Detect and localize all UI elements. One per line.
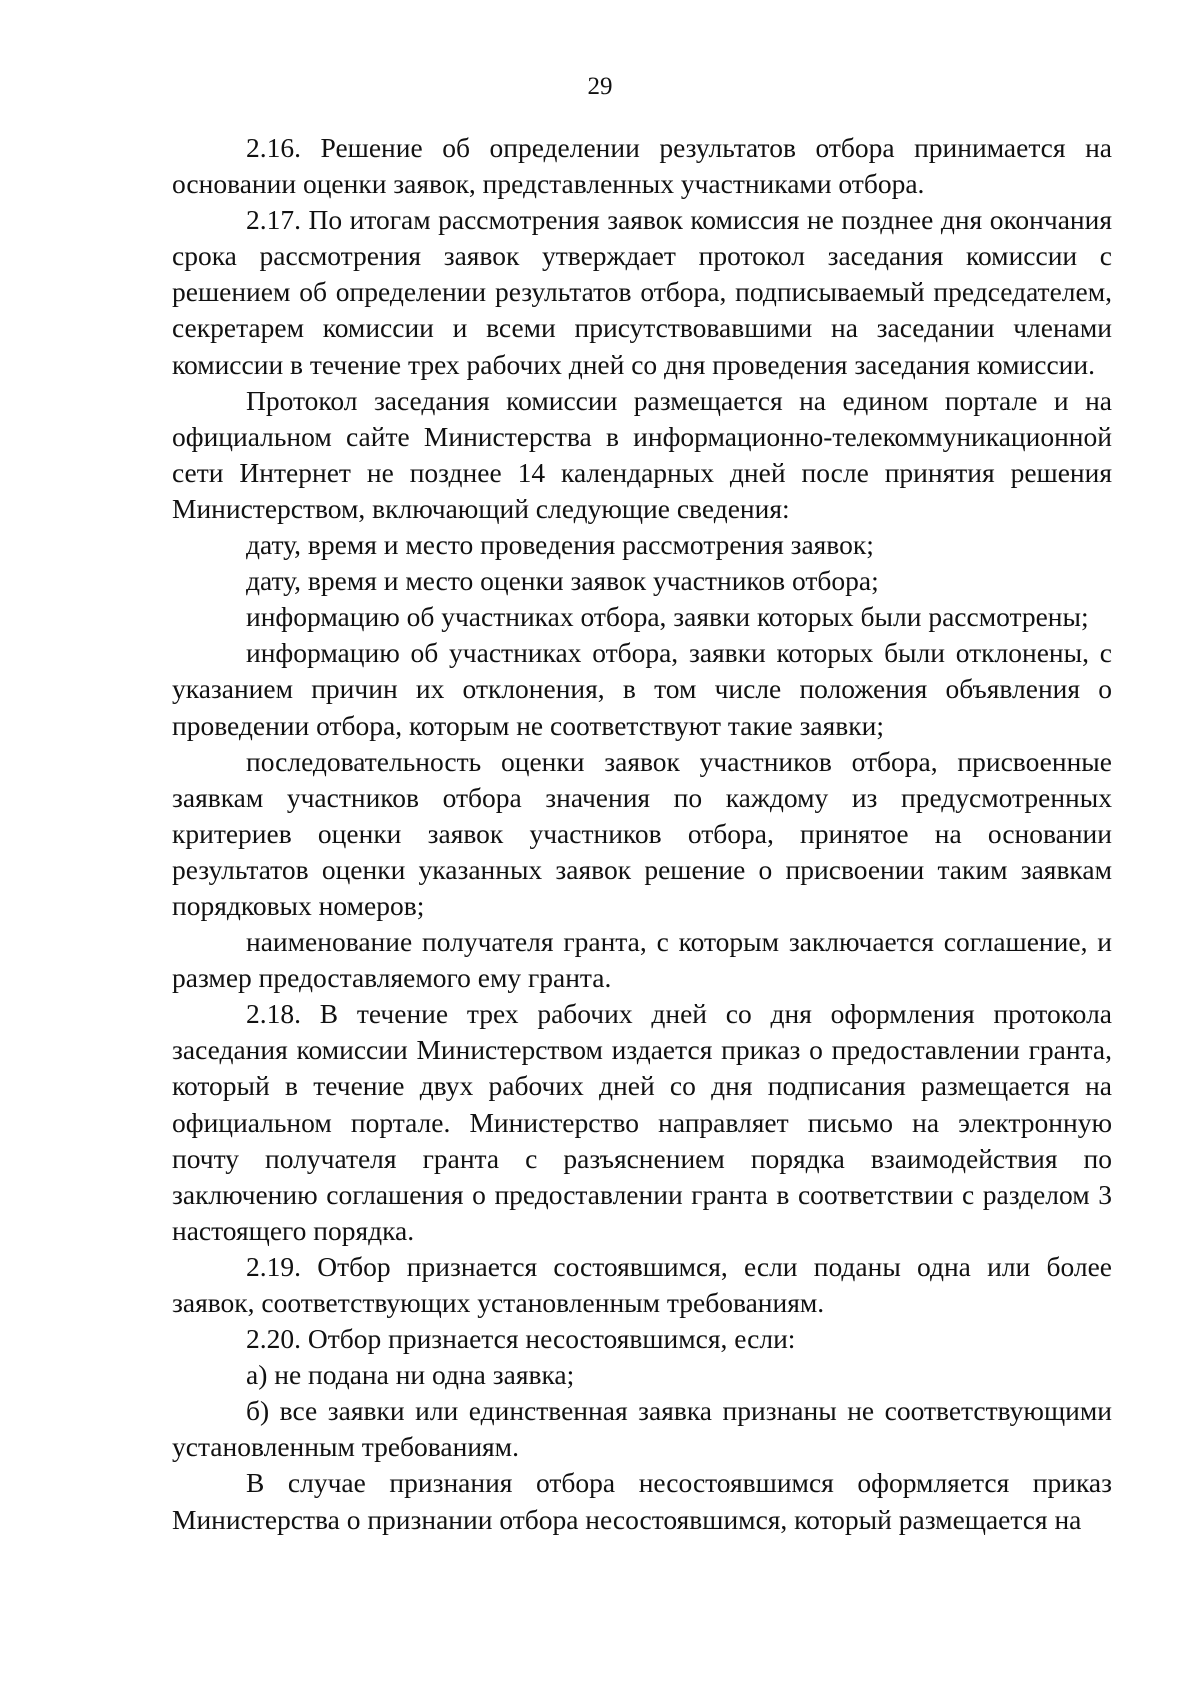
paragraph-2-18: 2.18. В течение трех рабочих дней со дня оформления протокола заседания комиссии Министерством издается приказ о предоставлении гранта, который в течение двух рабочих дней со дня подписания размещается на официальном портале. Министерство направляет письмо на электронную почту получателя гранта с разъяснением порядка взаимодействия по заключению соглашения о предоставлении гранта в соответствии с разделом 3 настоящего порядка. bbox=[172, 998, 1112, 1246]
page-number: 29 bbox=[587, 73, 613, 100]
document-body bbox=[172, 130, 1112, 1538]
list-item-b: б) все заявки или единственная заявка признаны не соответствующими установленным требованиям. bbox=[172, 1395, 1112, 1463]
paragraph-2-19: 2.19. Отбор признается состоявшимся, если поданы одна или более заявок, соответствующих установленным требованиям. bbox=[172, 1250, 1112, 1318]
list-item-grant-recipient: наименование получателя гранта, с которым заключается соглашение, и размер предоставляемого ему гранта. bbox=[172, 926, 1112, 994]
paragraph-protocol: Протокол заседания комиссии размещается на едином портале и на официальном сайте Министерства в информационно-телекоммуникационной сети Интернет не позднее 14 календарных дней после принятия решения Министерством, включающий следующие сведения: bbox=[172, 384, 1112, 524]
list-item-evaluation-order: последовательность оценки заявок участников отбора, присвоенные заявкам участников отбора значения по каждому из предусмотренных критериев оценки заявок участников отбора, принятое на основании результатов оценки указанных заявок решение о присвоении таким заявкам порядковых номеров; bbox=[172, 745, 1112, 921]
list-item-reviewed-participants: информацию об участниках отбора, заявки которых были рассмотрены; bbox=[246, 601, 1089, 633]
list-item-a: а) не подана ни одна заявка; bbox=[246, 1359, 575, 1391]
paragraph-2-20: 2.20. Отбор признается несостоявшимся, если: bbox=[246, 1323, 796, 1355]
paragraph-2-17: 2.17. По итогам рассмотрения заявок комиссия не позднее дня окончания срока рассмотрения заявок утверждает протокол заседания комиссии с решением об определении результатов отбора, подписываемый председателем, секретарем комиссии и всеми присутствовавшими на заседании членами комиссии в течение трех рабочих дней со дня проведения заседания комиссии. bbox=[172, 204, 1112, 380]
paragraph-failed-selection: В случае признания отбора несостоявшимся оформляется приказ Министерства о признании отбора несостоявшимся, который размещается на bbox=[172, 1467, 1112, 1535]
list-item-review-date: дату, время и место проведения рассмотрения заявок; bbox=[246, 529, 874, 561]
paragraph-2-16: 2.16. Решение об определении результатов отбора принимается на основании оценки заявок, представленных участниками отбора. bbox=[172, 132, 1112, 200]
list-item-evaluation-date: дату, время и место оценки заявок участников отбора; bbox=[246, 565, 879, 597]
list-item-rejected-participants: информацию об участниках отбора, заявки которых были отклонены, с указанием причин их отклонения, в том числе положения объявления о проведении отбора, которым не соответствуют такие заявки; bbox=[172, 637, 1112, 741]
